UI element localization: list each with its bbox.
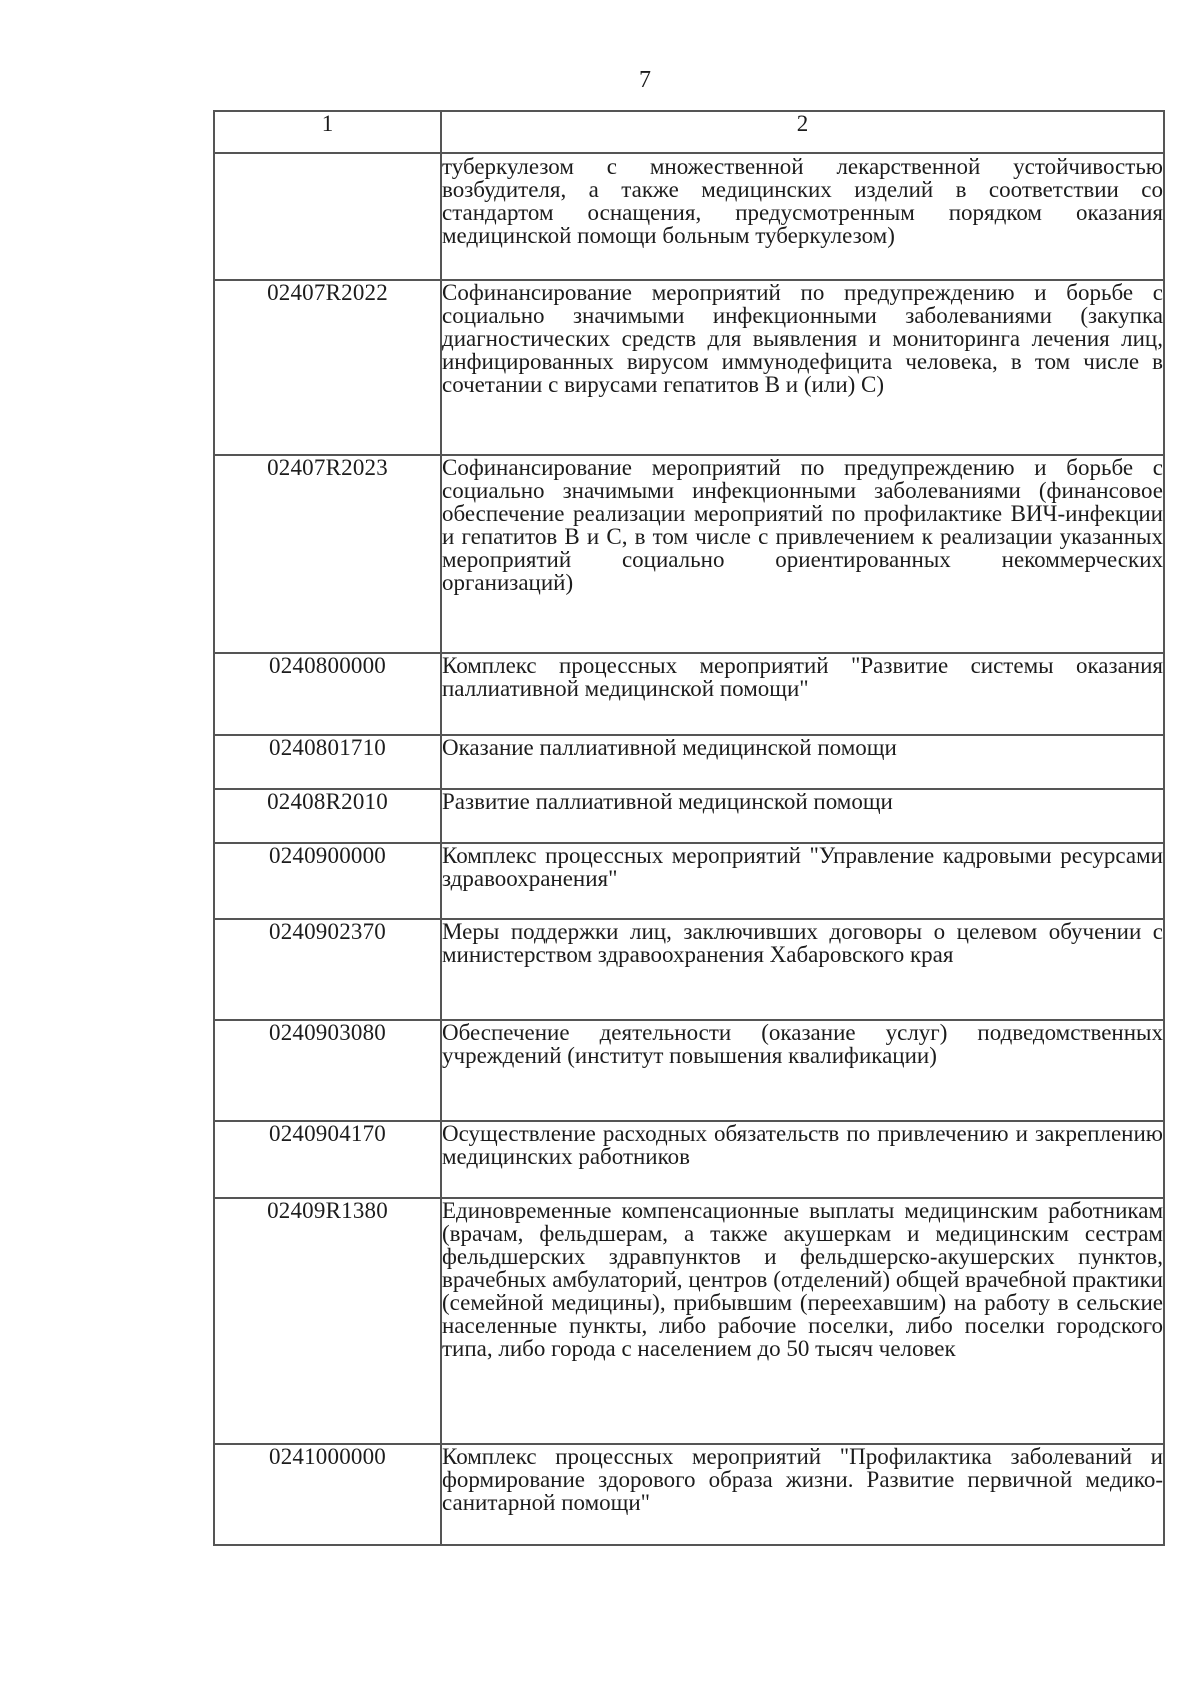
- table-row: [214, 789, 1164, 843]
- row-description: [441, 1198, 1164, 1444]
- table-row: [214, 735, 1164, 789]
- table-row: [214, 653, 1164, 735]
- row-description: [441, 153, 1164, 280]
- row-description: [441, 280, 1164, 455]
- row-code: 02407R2023: [214, 455, 441, 653]
- table-row: [214, 280, 1164, 455]
- table-row: [214, 843, 1164, 919]
- budget-classification-table: [213, 110, 1165, 1546]
- row-description-text: туберкулезом с множественной лекарственной устойчивостью возбудителя, а также медицинских изделий в соответствии со стандартом оснащения, предусмотренным порядком оказания медицинской помощи больным туберкулезом): [442, 154, 1163, 248]
- page-number: 7: [639, 67, 651, 93]
- table-row: [214, 919, 1164, 1020]
- row-description: [441, 653, 1164, 735]
- table-row: [214, 1020, 1164, 1121]
- table-header-row: [214, 111, 1164, 153]
- row-description-text: Единовременные компенсационные выплаты медицинским работникам (врачам, фельдшерам, а также акушеркам и медицинским сестрам фельдшерских здравпунктов и фельдшерско-акушерских пунктов, врачебных амбулаторий, центров (отделений) общей врачебной практики (семейной медицины), прибывшим (переехавшим) на работу в сельские населенные пункты, либо рабочие поселки, либо поселки городского типа, либо города с населением до 50 тысяч человек: [442, 1198, 1163, 1361]
- row-description-text: Софинансирование мероприятий по предупреждению и борьбе с социально значимыми инфекционными заболеваниями (финансовое обеспечение реализации мероприятий по профилактике ВИЧ-инфекции и гепатитов В и С, в том числе с привлечением к реализации указанных мероприятий социально ориентированных некоммерческих организаций): [442, 455, 1163, 595]
- row-description: [441, 789, 1164, 843]
- row-code: 0240903080: [214, 1020, 441, 1121]
- row-description-text: Комплекс процессных мероприятий "Профилактика заболеваний и формирование здорового образа жизни. Развитие первичной медико-санитарной помощи": [442, 1444, 1163, 1515]
- row-description-text: Меры поддержки лиц, заключивших договоры о целевом обучении с министерством здравоохранения Хабаровского края: [442, 919, 1163, 967]
- row-code: 0240900000: [214, 843, 441, 919]
- row-description-text: Софинансирование мероприятий по предупреждению и борьбе с социально значимыми инфекционными заболеваниями (закупка диагностических средств для выявления и мониторинга лечения лиц, инфицированных вирусом иммунодефицита человека, в том числе в сочетании с вирусами гепатитов В и (или) С): [442, 280, 1163, 397]
- row-description-text: Обеспечение деятельности (оказание услуг) подведомственных учреждений (институт повышения квалификации): [442, 1020, 1163, 1068]
- row-description: [441, 455, 1164, 653]
- row-code: 02408R2010: [214, 789, 441, 843]
- row-code: 0241000000: [214, 1444, 441, 1545]
- row-code: 02409R1380: [214, 1198, 441, 1444]
- row-code: [214, 153, 441, 280]
- table-row: [214, 1444, 1164, 1545]
- row-description-text: Осуществление расходных обязательств по привлечению и закреплению медицинских работников: [442, 1121, 1163, 1169]
- row-description: [441, 1444, 1164, 1545]
- row-code: 0240801710: [214, 735, 441, 789]
- table-row: [214, 153, 1164, 280]
- row-description: [441, 843, 1164, 919]
- row-code: 0240800000: [214, 653, 441, 735]
- row-description-text: Комплекс процессных мероприятий "Управление кадровыми ресурсами здравоохранения": [442, 843, 1163, 891]
- row-code: 0240904170: [214, 1121, 441, 1198]
- column-header-description: 2: [441, 111, 1164, 153]
- row-description: [441, 1121, 1164, 1198]
- row-description-text: Оказание паллиативной медицинской помощи: [442, 735, 897, 760]
- row-description-text: Развитие паллиативной медицинской помощи: [442, 789, 893, 814]
- table-row: [214, 455, 1164, 653]
- table-row: [214, 1198, 1164, 1444]
- row-description: [441, 919, 1164, 1020]
- column-header-code: 1: [214, 111, 441, 153]
- row-code: 0240902370: [214, 919, 441, 1020]
- row-description: [441, 735, 1164, 789]
- row-code: 02407R2022: [214, 280, 441, 455]
- row-description: [441, 1020, 1164, 1121]
- table-row: [214, 1121, 1164, 1198]
- row-description-text: Комплекс процессных мероприятий "Развитие системы оказания паллиативной медицинской помощи": [442, 653, 1163, 701]
